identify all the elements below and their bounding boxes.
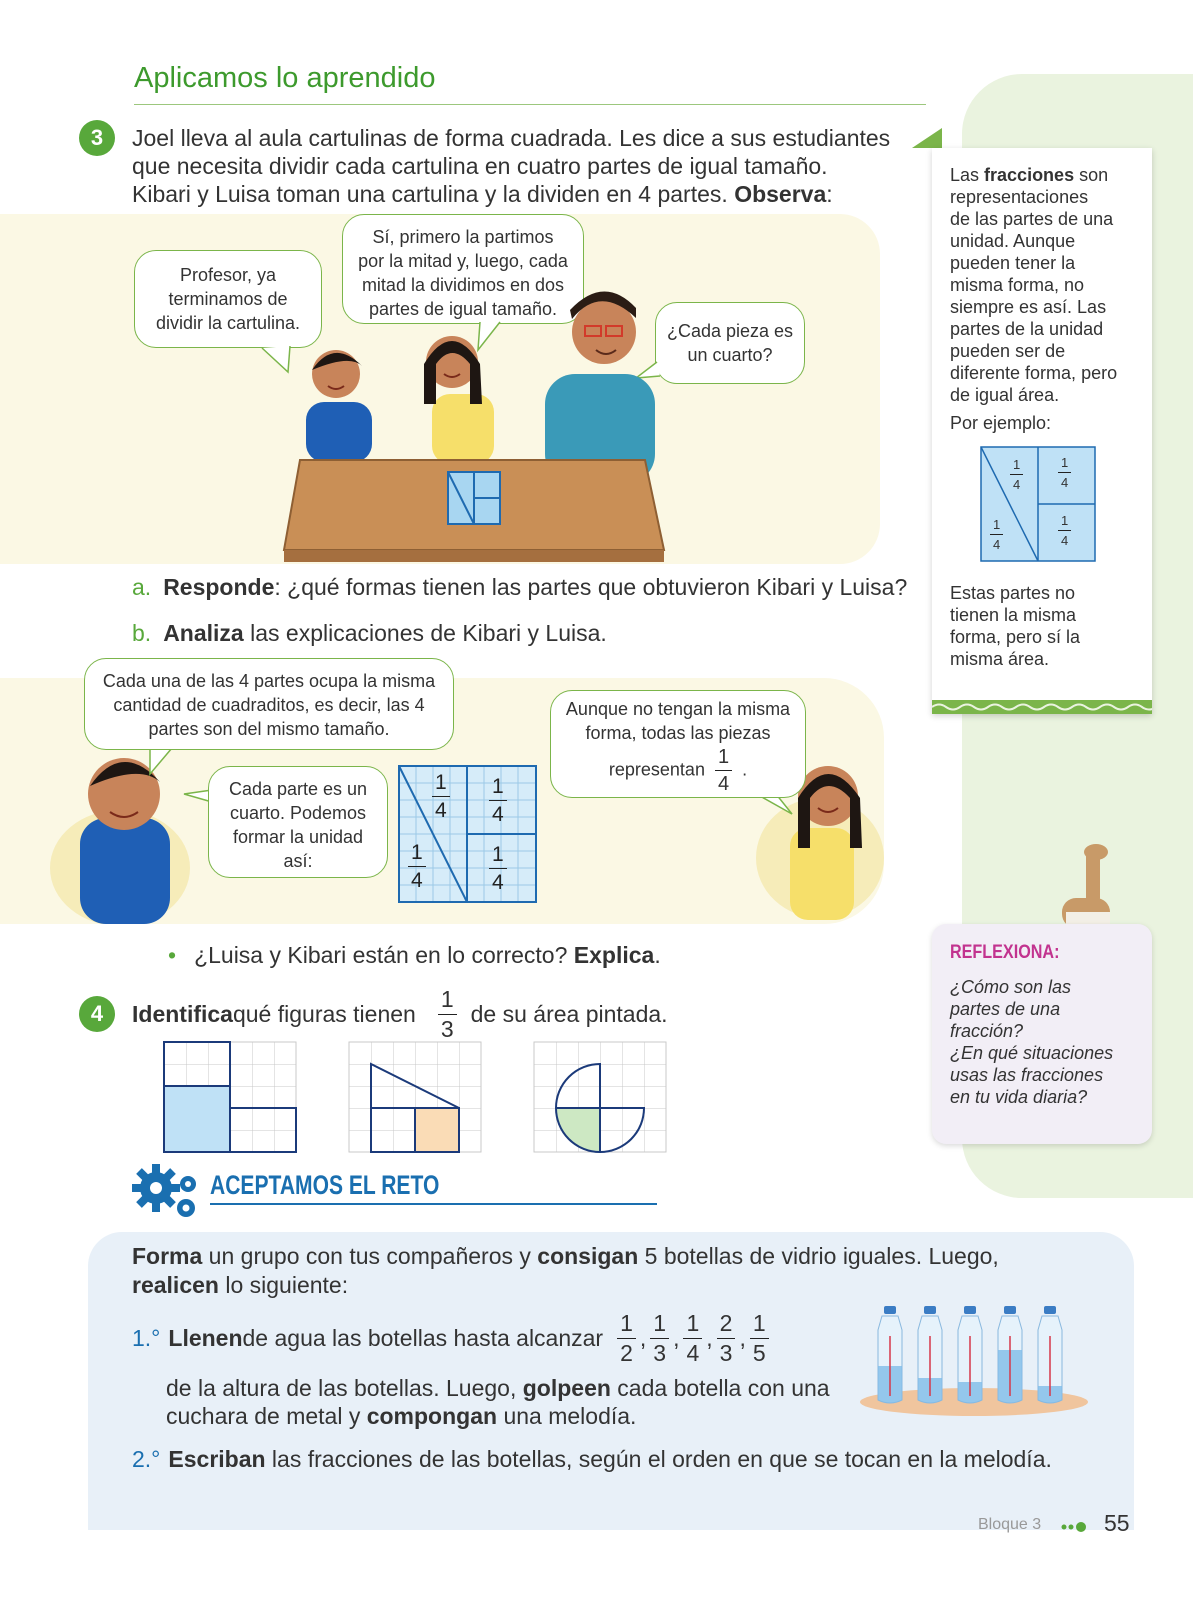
side-example-label: Por ejemplo:: [950, 413, 1052, 433]
side-note-para: [950, 164, 1134, 186]
section-title-rule: [134, 104, 926, 105]
frac-den: 4: [1061, 475, 1069, 490]
kibari-figure: [306, 350, 372, 462]
bottle: [878, 1306, 902, 1403]
step-text: de la altura de las botellas. Luego,: [166, 1375, 523, 1401]
reto-intro-line2: [132, 1271, 999, 1300]
frac-num: 1: [432, 772, 450, 797]
bubble-line: cantidad de cuadraditos, es decir, las 4: [113, 695, 425, 715]
grid-frac-bottom-right: [489, 844, 507, 893]
side-line: forma, pero sí la: [950, 627, 1081, 647]
bubble-fraction-quarter: [715, 747, 732, 794]
part-a-letter: a.: [132, 574, 152, 600]
bubble-line: ¿Cada pieza es: [666, 321, 794, 341]
part-b-bold: Analiza: [163, 620, 244, 646]
side-example-figure: [980, 446, 1096, 562]
grid-frac-bottom-left: [408, 842, 426, 891]
frac-comma: ,: [706, 1325, 713, 1351]
frac-den: 4: [717, 773, 730, 795]
figure-a: [164, 1042, 296, 1152]
luisa-figure: [424, 336, 494, 464]
bottles-illustration: [856, 1306, 1092, 1420]
footer-dots-icon: [1060, 1520, 1090, 1534]
frac-num: 1: [1058, 514, 1071, 531]
speech-bubble-kibari-quarter: [208, 766, 388, 878]
reto-title-rule: [210, 1203, 657, 1205]
side-bold: fracciones: [984, 165, 1075, 185]
bottle: [918, 1306, 942, 1403]
side-text: son: [1074, 165, 1109, 185]
reflexiona-line: usas las fracciones: [950, 1065, 1104, 1085]
section-title: Aplicamos lo aprendido: [134, 62, 436, 94]
frac-den: 4: [993, 537, 1001, 552]
reto-text: lo siguiente:: [218, 1272, 349, 1298]
page-number: 55: [1104, 1510, 1130, 1536]
question-number-4: 4: [79, 996, 115, 1032]
bubble-line: Aunque no tengan la misma: [565, 699, 791, 719]
reto-step-1: [132, 1312, 773, 1365]
q3-bullet: [168, 942, 661, 969]
frac-num: 1: [489, 844, 507, 869]
frac-den: 4: [492, 803, 504, 826]
reto-intro: [132, 1242, 999, 1300]
q3-part-a: [132, 574, 907, 601]
frac-den: 3: [440, 1016, 454, 1042]
side-card-wave-border: [932, 700, 1152, 714]
reto-frac-1: [617, 1312, 636, 1365]
bullet-dot: •: [168, 942, 177, 968]
bubble-line: Profesor, ya: [179, 265, 277, 285]
frac-comma: ,: [673, 1325, 680, 1351]
step-text: cuchara de metal y: [166, 1403, 367, 1429]
reflexiona-line: ¿Cómo son las: [950, 977, 1072, 997]
bubble-line: por la mitad y, luego, cada: [358, 251, 568, 271]
bottle: [998, 1306, 1022, 1403]
q4-bold: Identifica: [132, 1001, 233, 1027]
bubble-line: así:: [283, 851, 313, 871]
side-line: pueden ser de: [950, 341, 1066, 361]
reto-bold: consigan: [537, 1243, 639, 1269]
frac-num: 1: [715, 747, 732, 771]
side-line: de las partes de una: [950, 209, 1114, 229]
side-line: de igual área.: [950, 385, 1060, 405]
bubble-line: Cada una de las 4 partes ocupa la misma: [102, 671, 436, 691]
frac-num: 1: [408, 842, 426, 867]
side-after: [950, 582, 1134, 670]
reto-frac-5: [750, 1312, 769, 1365]
bubble-line: forma, todas las piezas: [585, 723, 771, 743]
bullet-bold: Explica: [573, 942, 655, 968]
frac-num: 1: [683, 1312, 702, 1339]
reflexiona-questions: [950, 976, 1134, 1108]
step-bold: golpeen: [522, 1375, 611, 1401]
step-text: de agua las botellas hasta alcanzar: [242, 1325, 604, 1351]
reflexiona-line: partes de una: [950, 999, 1061, 1019]
frac-num: 1: [650, 1312, 669, 1339]
grid-frac-top-left: [432, 772, 450, 821]
frac-den: 4: [686, 1340, 700, 1366]
side-text: Las: [950, 165, 985, 185]
bubble-line: formar la unidad: [232, 827, 364, 847]
bubble-line: mitad la dividimos en dos: [361, 275, 565, 295]
side-line: representaciones: [950, 187, 1089, 207]
bubble-period: .: [742, 759, 748, 780]
step-bold: Escriban: [168, 1446, 266, 1472]
bubble-line: cuarto. Podemos: [229, 803, 367, 823]
bubble-line: dividir la cartulina.: [155, 313, 301, 333]
cartulina-on-table: [448, 472, 500, 524]
side-card-corner: [912, 128, 942, 148]
step-text: las fracciones de las botellas, según el orden en que se tocan en la melodía.: [265, 1446, 1052, 1472]
frac-num: 1: [1058, 456, 1071, 473]
grid-frac-top-right: [489, 776, 507, 825]
side-line: siempre es así. Las: [950, 297, 1107, 317]
reflexiona-line: fracción?: [950, 1021, 1024, 1041]
part-a-bold: Responde: [163, 574, 275, 600]
teacher-figure: [545, 291, 655, 484]
side-line: Estas partes no: [950, 583, 1076, 603]
figure-c: [534, 1042, 666, 1152]
bubble-line: terminamos de: [168, 289, 288, 309]
footer-block-label: Bloque 3: [978, 1516, 1042, 1533]
side-line: diferente forma, pero: [950, 363, 1118, 383]
q4-fraction: [438, 988, 457, 1041]
reflexiona-line: ¿En qué situaciones: [950, 1043, 1114, 1063]
reto-bold: realicen: [132, 1272, 219, 1298]
speech-bubble-kibari-explanation: [84, 658, 454, 750]
frac-num: 2: [717, 1312, 736, 1339]
reto-text: un grupo con tus compañeros y: [202, 1243, 538, 1269]
frac-den: 3: [653, 1340, 667, 1366]
frac-den: 2: [620, 1340, 633, 1366]
step-text: una melodía.: [497, 1403, 637, 1429]
reto-bold: Forma: [132, 1243, 203, 1269]
figure-b: [349, 1042, 481, 1152]
q3-statement: [132, 124, 890, 208]
frac-den: 3: [719, 1340, 733, 1366]
q3-line3-colon: :: [826, 181, 833, 207]
bottle: [1038, 1306, 1062, 1403]
q3-line2: que necesita dividir cada cartulina en cuatro partes de igual tamaño.: [132, 153, 828, 179]
reto-step-1-cont: [166, 1374, 830, 1430]
bubble-text: representan: [608, 759, 705, 780]
step-bold: Llenen: [168, 1325, 243, 1351]
gears-icon: [130, 1162, 206, 1222]
step-line: [166, 1402, 830, 1430]
step-number: 2.°: [132, 1446, 161, 1472]
side-line: partes de la unidad: [950, 319, 1104, 339]
frac-den: 4: [411, 869, 423, 892]
bubble-line-fraction: [551, 747, 805, 794]
reflexiona-box: [932, 924, 1152, 1144]
q4-figures: [160, 1040, 670, 1154]
reto-step-2: [132, 1446, 1052, 1473]
bubble-line: Cada parte es un: [228, 779, 368, 799]
frac-den: 4: [1013, 477, 1021, 492]
frac-num: 1: [990, 518, 1003, 535]
side-frac-4: [1058, 514, 1071, 547]
side-line: tienen la misma: [950, 605, 1077, 625]
frac-num: 1: [1010, 458, 1023, 475]
reflexiona-title: REFLEXIONA:: [950, 942, 1060, 963]
side-frac-1: [1010, 458, 1023, 491]
side-line: misma área.: [950, 649, 1050, 669]
frac-den: 4: [492, 871, 504, 894]
reto-intro-line1: [132, 1242, 999, 1271]
frac-num: 1: [489, 776, 507, 801]
reto-frac-2: [650, 1312, 669, 1365]
frac-num: 1: [750, 1312, 769, 1339]
bubble-line: Sí, primero la partimos: [372, 227, 554, 247]
q3-line1: Joel lleva al aula cartulinas de forma cuadrada. Les dice a sus estudiantes: [132, 125, 891, 151]
frac-comma: ,: [639, 1325, 647, 1351]
step-text: cada botella con una: [610, 1375, 830, 1401]
q3-line3-text: Kibari y Luisa toman una cartulina y la dividen en 4 partes.: [132, 181, 735, 207]
frac-den: 5: [752, 1340, 766, 1366]
bubble-line: un cuarto?: [687, 345, 773, 365]
frac-num: 1: [617, 1312, 636, 1339]
q3-part-b: [132, 620, 607, 647]
side-frac-3: [990, 518, 1003, 551]
side-line: unidad. Aunque: [950, 231, 1076, 251]
reflexiona-line: en tu vida diaria?: [950, 1087, 1088, 1107]
reto-text: 5 botellas de vidrio iguales. Luego,: [638, 1243, 999, 1269]
question-number-3: 3: [79, 120, 115, 156]
bullet-end: .: [654, 942, 661, 968]
bubble-line: partes son del mismo tamaño.: [148, 719, 390, 739]
q3-observa: Observa: [734, 181, 827, 207]
side-line: misma forma, no: [950, 275, 1085, 295]
frac-num: 1: [438, 988, 457, 1015]
frac-den: 4: [1061, 533, 1069, 548]
q4-text2: de su área pintada.: [470, 1001, 668, 1027]
bottle: [958, 1306, 982, 1403]
side-note-card: [932, 148, 1152, 714]
reto-title: ACEPTAMOS EL RETO: [210, 1170, 440, 1200]
part-b-text: las explicaciones de Kibari y Luisa.: [243, 620, 607, 646]
kibari-explaining-figure: [50, 758, 190, 924]
q4-statement: [132, 988, 668, 1041]
frac-den: 4: [435, 799, 447, 822]
classroom-illustration: [0, 214, 880, 564]
speech-bubble-luisa-explanation: [550, 690, 806, 798]
side-frac-2: [1058, 456, 1071, 489]
reto-frac-4: [717, 1312, 736, 1365]
part-a-text: : ¿qué formas tienen las partes que obtuvieron Kibari y Luisa?: [274, 574, 908, 600]
part-b-letter: b.: [132, 620, 152, 646]
step-bold: compongan: [366, 1403, 498, 1429]
side-line: pueden tener la: [950, 253, 1076, 273]
step-number: 1.°: [132, 1325, 161, 1351]
q4-text: qué figuras tienen: [232, 1001, 416, 1027]
bubble-line: partes de igual tamaño.: [368, 299, 558, 319]
q3-line3: [132, 180, 890, 208]
bullet-text: ¿Luisa y Kibari están en lo correcto?: [194, 942, 574, 968]
frac-comma: ,: [739, 1325, 746, 1351]
step-line: [166, 1374, 830, 1402]
reto-frac-3: [683, 1312, 702, 1365]
